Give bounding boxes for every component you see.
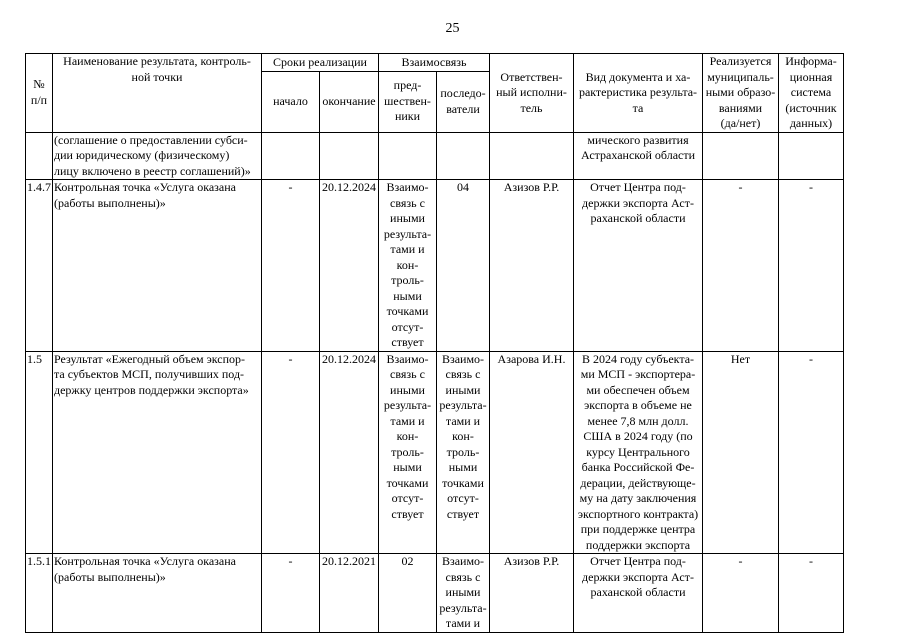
row-num: 1.5 [26,351,53,554]
table-row-1-4-7 [26,180,844,352]
row-start [262,132,320,180]
header-terms: Сроки реализации [262,54,379,72]
row-end: 20.12.2024 [320,180,379,352]
header-row-top [26,54,844,72]
header-infosystem: Информа- ционная система (источник данных) [779,54,844,133]
row-responsible: Азарова И.Н. [490,351,574,554]
table-row-1-5 [26,351,844,554]
row-predecessors: 02 [379,554,437,633]
row-infosystem [779,132,844,180]
table-row-continuation [26,132,844,180]
row-municipal: Нет [703,351,779,554]
row-start: - [262,351,320,554]
row-successors: 04 [437,180,490,352]
row-name: Результат «Ежегодный объем экспор- та субъектов МСП, получивших под- держку центров поддержки экспорта» [53,351,262,554]
header-name: Наименование результата, контроль- ной точки [53,54,262,133]
page-number: 25 [445,21,460,36]
row-infosystem: - [779,351,844,554]
header-start: начало [262,71,320,132]
row-document: Отчет Центра под- держки экспорта Аст- раханской области [574,554,703,633]
row-document: мического развития Астраханской области [574,132,703,180]
row-num: 1.5.1 [26,554,53,633]
row-start: - [262,180,320,352]
row-responsible [490,132,574,180]
row-municipal [703,132,779,180]
header-municipal: Реализуется муниципаль- ными образо- ваниями (да/нет) [703,54,779,133]
header-num: № п/п [26,54,53,133]
row-predecessors: Взаимо- связь с иными результа- тами и кон- троль- ными точками отсут- ствует [379,180,437,352]
row-end: 20.12.2024 [320,351,379,554]
row-infosystem: - [779,554,844,633]
header-predecessors: пред- шествен- ники [379,71,437,132]
row-end: 20.12.2021 [320,554,379,633]
header-end: окончание [320,71,379,132]
row-predecessors: Взаимо- связь с иными результа- тами и кон- троль- ными точками отсут- ствует [379,351,437,554]
row-name: Контрольная точка «Услуга оказана (работы выполнены)» [53,180,262,352]
row-name: Контрольная точка «Услуга оказана (работы выполнены)» [53,554,262,633]
row-name: (соглашение о предоставлении субси- дии юридическому (физическому) лицу включено в реестр соглашений)» [53,132,262,180]
header-responsible: Ответствен- ный исполни- тель [490,54,574,133]
row-num [26,132,53,180]
row-municipal: - [703,180,779,352]
row-responsible: Азизов Р.Р. [490,554,574,633]
row-start: - [262,554,320,633]
row-predecessors [379,132,437,180]
row-successors: Взаимо- связь с иными результа- тами и [437,554,490,633]
plan-table [25,53,844,633]
row-infosystem: - [779,180,844,352]
row-successors: Взаимо- связь с иными результа- тами и кон- троль- ными точками отсут- ствует [437,351,490,554]
table-row-1-5-1 [26,554,844,633]
header-successors: последо- ватели [437,71,490,132]
row-document: Отчет Центра под- держки экспорта Аст- раханской области [574,180,703,352]
row-num: 1.4.7 [26,180,53,352]
row-document: В 2024 году субъекта- ми МСП - экспортера- ми обеспечен объем экспорта в объеме не менее 7,8 млн долл. США в 2024 году (по курсу Центрального банка Российской Фе- дерации, действующе- му на дату заключения экспортного контракта) при поддержке центра поддержки экспорта [574,351,703,554]
row-responsible: Азизов Р.Р. [490,180,574,352]
row-end [320,132,379,180]
row-municipal: - [703,554,779,633]
row-successors [437,132,490,180]
header-links: Взаимосвязь [379,54,490,72]
header-document: Вид документа и ха- рактеристика результа- та [574,54,703,133]
